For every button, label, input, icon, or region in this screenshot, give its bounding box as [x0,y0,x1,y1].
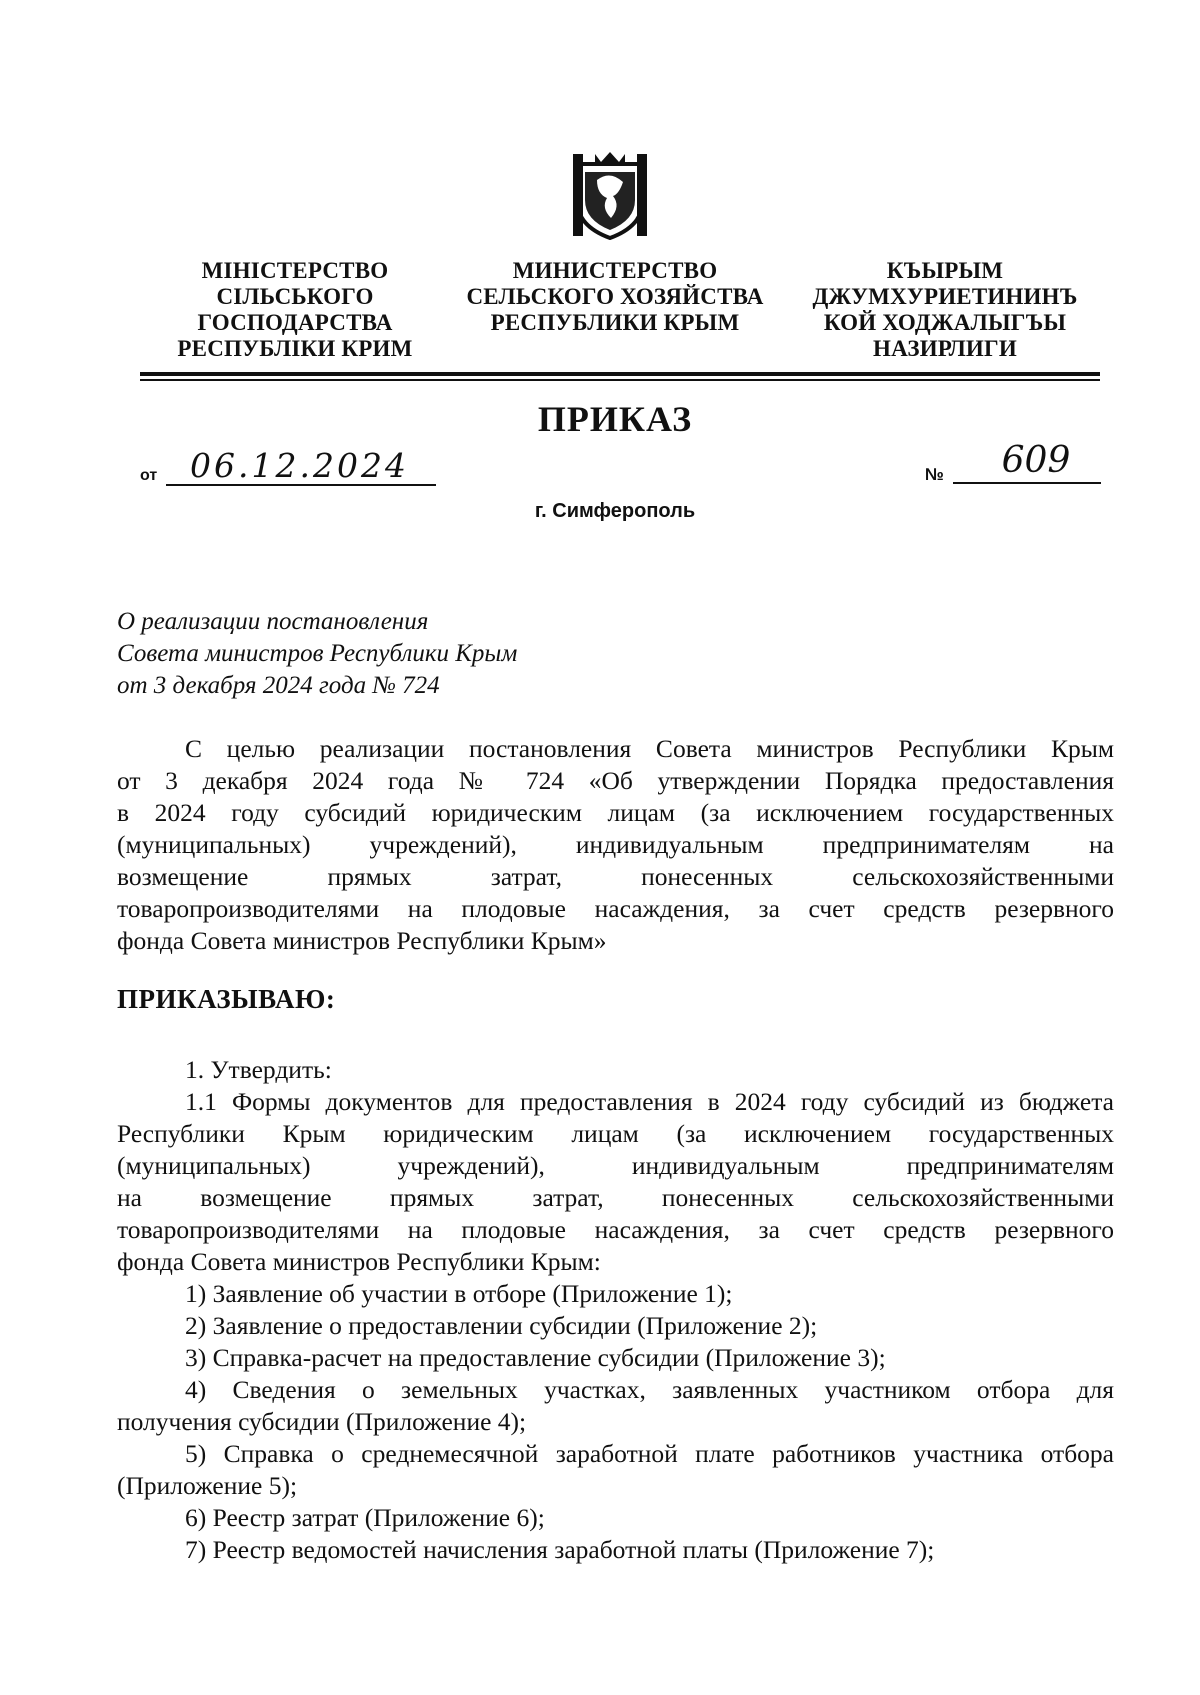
clause-1: 1. Утвердить: [185,1055,332,1084]
ministry-name-russian: МИНИСТЕРСТВО СЕЛЬСКОГО ХОЗЯЙСТВА РЕСПУБЛИКИ КРЫМ [466,258,764,335]
ministry-name-ukrainian: МІНІСТЕРСТВО СІЛЬСЬКОГО ГОСПОДАРСТВА РЕСПУБЛІКИ КРИМ [177,258,413,361]
list-item: 1) Заявление об участии в отборе (Приложение 1); [185,1279,733,1308]
number-label: № [925,465,944,484]
list-item: 4) Сведения о земельных участках, заявленных участником отбора для [185,1375,1114,1404]
clause-1-1: 1.1 Формы документов для предоставления в 2024 году субсидий из бюджета [185,1087,1114,1116]
document-subject: О реализации постановления Совета министров Республики Крым от 3 декабря 2024 года № 724 [117,608,518,699]
header-divider [140,372,1100,376]
list-item: 6) Реестр затрат (Приложение 6); [185,1503,545,1532]
preamble-paragraph: С целью реализации постановления Совета министров Республики Крым от 3 декабря 2024 года № 724 «Об утверждении Порядка предоставления в 2024 году субсидий юридическим лицам (за исключением государственных (муниципальных) учреждений), индивидуальным предпринимателям на возмещение прямых затрат, понесенных сельскохозяйственными товаропроизводителями на плодовые насаждения, за счет средств резервного фонда Совета министров Республики Крым» [117,734,1114,955]
city: г. Симферополь [534,500,696,522]
document-title: ПРИКАЗ [537,399,693,439]
crimea-coat-of-arms-icon [571,150,649,240]
order-heading: ПРИКАЗЫВАЮ: [117,984,336,1014]
order-body: 1. Утвердить: 1.1 Формы документов для предоставления в 2024 году субсидий из бюджета Республики Крым юридическим лицам (за исключением государственных (муниципальных) учреждений), индивидуальным предпринимателям на возмещение прямых затрат, понесенных сельскохозяйственными товаропроизводителями на плодовые насаждения, за счет средств резервного фонда Совета министров Республики Крым: 1) Заявление об участии в отборе (Приложение 1); 2) Заявление о предоставлении субсидии (Приложение 2); 3) Справка-расчет на предоставление субсидии (Приложение 3); 4) Сведения о земельных участках, заявленных участником отбора для получения субсидии (Приложение 4); 5) Справка о среднемесячной заработной плате работников участника отбора (Приложение 5); 6) Реестр затрат (Приложение 6); 7) Реестр ведомостей начисления заработной платы (Приложение 7); [117,1055,1114,1564]
number-handwritten: 609 [953,438,1101,484]
list-item: 2) Заявление о предоставлении субсидии (Приложение 2); [185,1311,818,1340]
list-item: 5) Справка о среднемесячной заработной плате работников участника отбора [185,1439,1114,1468]
date-label: от [140,467,158,484]
list-item: 7) Реестр ведомостей начисления заработной платы (Приложение 7); [185,1535,935,1564]
header-divider-thin [140,379,1100,381]
ministry-name-crimean-tatar: КЪЫРЫМ ДЖУМХУРИЕТИНИНЪ КОЙ ХОДЖАЛЫГЪЫ НАЗИРЛИГИ [812,258,1078,361]
date-handwritten: 06.12.2024 [166,446,436,486]
list-item: 3) Справка-расчет на предоставление субсидии (Приложение 3); [185,1343,886,1372]
